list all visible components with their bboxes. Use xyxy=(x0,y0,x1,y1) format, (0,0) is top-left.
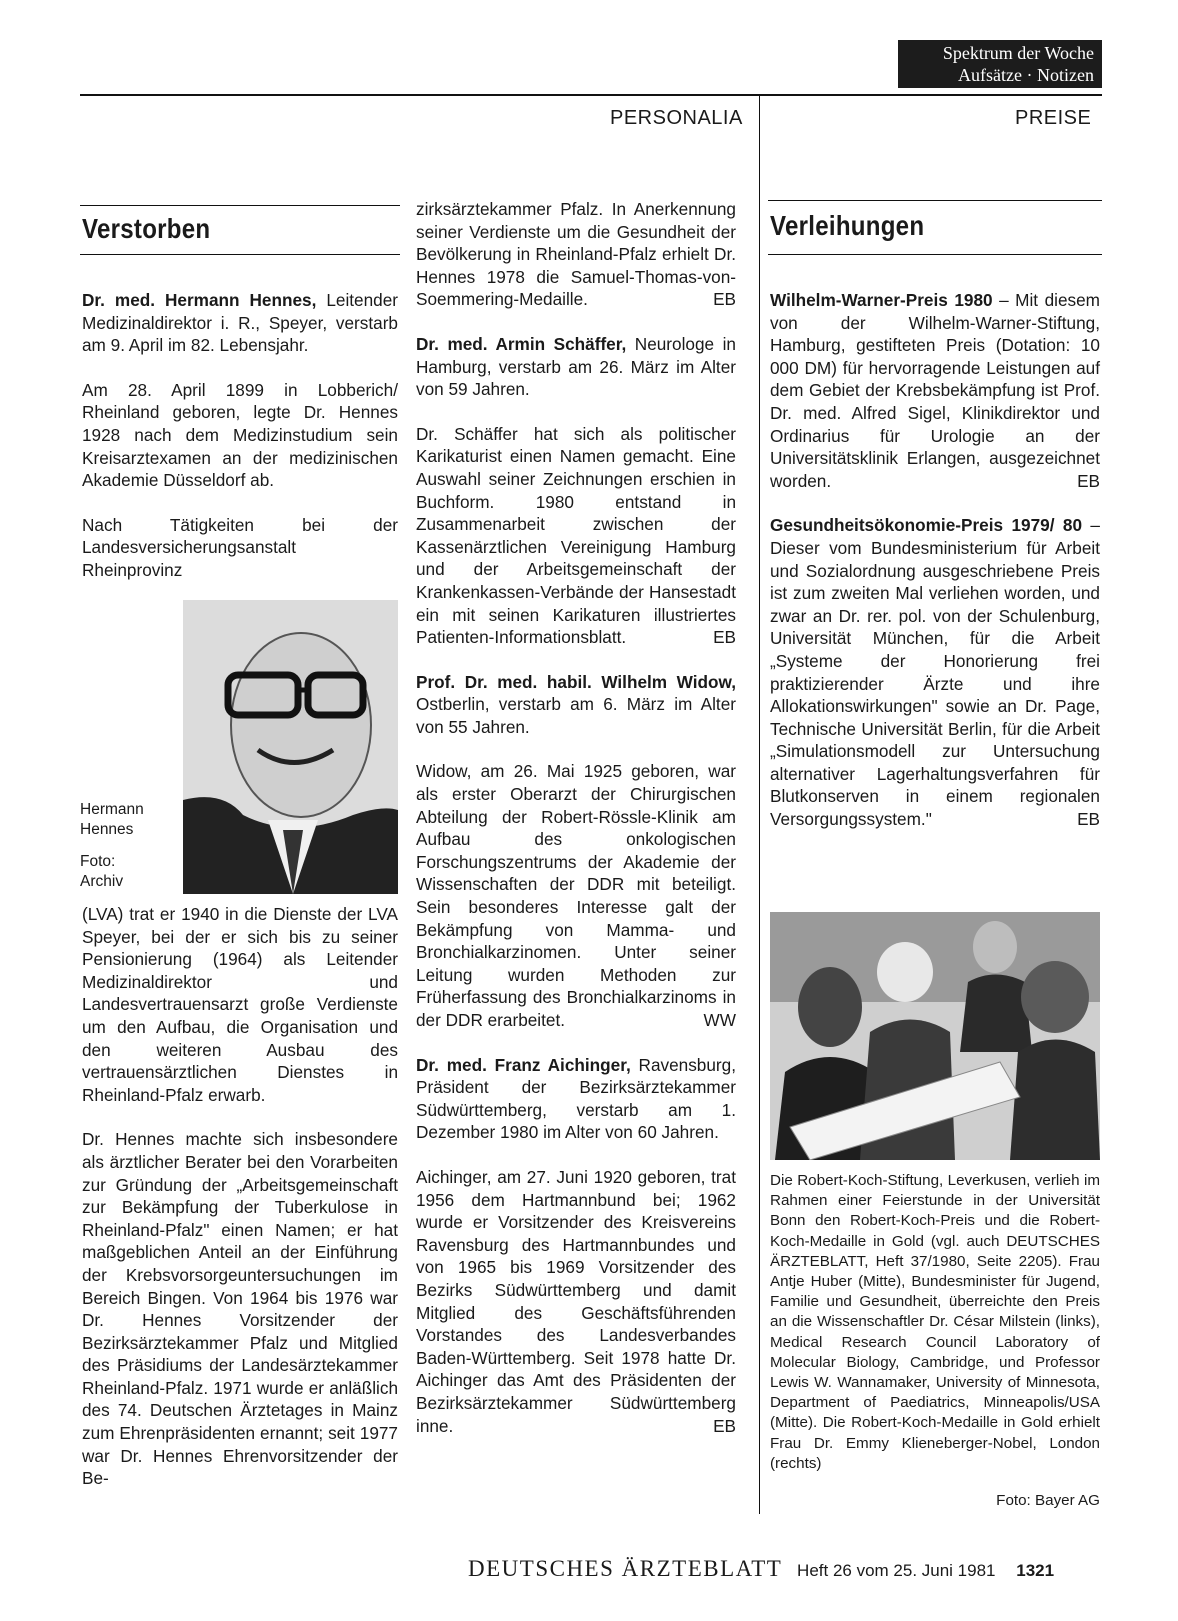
author-sig: EB xyxy=(1077,809,1100,830)
award-warner: Wilhelm-Warner-Preis 1980 – Mit diesem von der Wilhelm-Warner-Stiftung, Hamburg, gestifteten Preis (Dotation: 10 000 DM) für hervorragende Leistungen auf dem Gebiet der Krebsbekämpfung ist Prof. Dr. med. Alfred Sigel, Klinikdirektor und Ordinarius für Urologie an der Universitätsklinik Erlangen, ausgezeichnet worden. EB xyxy=(770,290,1100,491)
award-photo-caption: Die Robert-Koch-Stiftung, Leverkusen, verlieh im Rahmen einer Feierstunde in der Universität Bonn den Robert-Koch-Preis und die Robert-Koch-Medaille in Gold (vgl. auch DEUTSCHES ÄRZTEBLATT, Heft 37/1980, Seite 2205). Frau Antje Huber (Mitte), Bundesminister für Jugend, Familie und Gesundheit, überreichte den Preis an die Wissenschaftler Dr. César Milstein (links), Medical Research Council Laboratory of Molecular Biology, Cambridge, und Professor Lewis W. Wannamaker, University of Minnesota, Department of Paediatrics, Minneapolis/USA (Mitte). Die Robert-Koch-Medaille in Gold erhielt Frau Dr. Emmy Klieneberger-Nobel, London (rechts) xyxy=(770,1172,1100,1472)
column-divider xyxy=(759,94,760,1514)
award-photo-credit: Foto: Bayer AG xyxy=(996,1492,1100,1509)
author-sig: EB xyxy=(1077,470,1100,491)
obituary-hennes-intro: Dr. med. Hermann Hennes, Leitender Medizinaldirektor i. R., Speyer, verstarb am 9. April im 82. Lebensjahr. xyxy=(82,290,398,356)
top-rule xyxy=(80,94,1102,96)
issue-info: Heft 26 vom 25. Juni 1981 xyxy=(797,1561,996,1580)
obituary-hennes-birth: Am 28. April 1899 in Lobberich/ Rheinland geboren, legte Dr. Hennes 1928 nach dem Medizinstudium sein Kreisarztexamen an der medizinischen Akademie Düsseldorf ab. xyxy=(82,379,398,491)
author-sig: WW xyxy=(703,1010,736,1030)
heading-rule-bottom xyxy=(80,254,400,255)
heading-rule-bottom-right xyxy=(768,254,1102,255)
photo-caption-credit: Foto: Archiv xyxy=(80,853,124,890)
section-label-personalia: PERSONALIA xyxy=(610,107,743,129)
obituary-hennes-end: zirksärztekammer Pfalz. In Anerkennung seiner Verdienste um die Gesundheit der Bevölkerung in Rheinland-Pfalz erhielt Dr. Hennes 1978 die Samuel-Thomas-von-Soemmering-Medaille. EB xyxy=(416,199,736,310)
section-banner xyxy=(898,40,1102,88)
page-footer xyxy=(468,1556,1102,1582)
heading-verleihungen: Verleihungen xyxy=(770,210,925,241)
heading-rule-top-right xyxy=(768,200,1102,201)
obituary-widow-body: Widow, am 26. Mai 1925 geboren, war als erster Oberarzt der Chirurgischen Abteilung der Robert-Rössle-Klinik am Aufbau des onkologischen Forschungszentrums der Akademie der Wissenschaften der DDR mit beteiligt. Sein besonderes Interesse galt der Bekämpfung von Mamma- und Bronchialkarzinomen. Unter seiner Leitung wurden Methoden zur Früherfassung des Bronchialkarzinoms in der DDR erarbeitet. WW xyxy=(416,761,736,1030)
heading-rule-top xyxy=(80,205,400,206)
journal-masthead: DEUTSCHES ÄRZTEBLATT xyxy=(468,1556,783,1581)
heading-verstorben: Verstorben xyxy=(82,213,211,244)
author-sig: EB xyxy=(713,1415,736,1436)
section-label-preise: PREISE xyxy=(1015,107,1092,129)
portrait-photo-hennes xyxy=(183,600,398,894)
page-number: 1321 xyxy=(1016,1561,1055,1580)
obituary-aichinger-intro: Dr. med. Franz Aichinger, Ravensburg, Präsident der Bezirksärztekammer Südwürttemberg, verstarb am 1. Dezember 1980 im Alter von 60 Jahren. xyxy=(416,1054,736,1143)
author-sig: EB xyxy=(713,289,736,310)
ceremony-image xyxy=(770,912,1100,1160)
left-column-top xyxy=(82,289,398,582)
award-ceremony-photo xyxy=(770,912,1100,1160)
obituary-widow-intro: Prof. Dr. med. habil. Wilhelm Widow, Ostberlin, verstarb am 6. März im Alter von 55 Jahren. xyxy=(416,671,736,737)
banner-line-1: Spektrum der Woche xyxy=(942,43,1094,63)
obituary-aichinger-body: Aichinger, am 27. Juni 1920 geboren, trat 1956 dem Hartmannbund bei; 1962 wurde er Vorsitzender des Kreisvereins Ravensburg des Hartmannbundes und von 1965 bis 1969 Vorsitzender des Bezirks Südwürttemberg und damit Mitglied des Geschäftsführenden Vorstandes des Landesverbandes Baden-Württemberg. Seit 1978 hatte Dr. Aichinger das Amt des Präsidenten der Bezirksärztekammer Südwürttemberg inne. EB xyxy=(416,1166,736,1436)
author-sig: EB xyxy=(713,627,736,648)
obituary-schaeffer-intro: Dr. med. Armin Schäffer, Neurologe in Hamburg, verstarb am 26. März im Alter von 59 Jahren. xyxy=(416,333,736,400)
left-column-bottom xyxy=(82,903,398,1512)
middle-column xyxy=(416,198,736,1459)
portrait-image xyxy=(183,600,398,894)
obituary-schaeffer-body: Dr. Schäffer hat sich als politischer Karikaturist einen Namen gemacht. Eine Auswahl seiner Zeichnungen erschien in Buchform. 1980 entstand in Zusammenarbeit zwischen der Kassenärztlichen Vereinigung Hamburg und der Arbeitsgemeinschaft der Krankenkassen-Verbände der Hansestadt ein mit seinen Karikaturen illustriertes Patienten-Informationsblatt. EB xyxy=(416,423,736,648)
obituary-hennes-career-2: (LVA) trat er 1940 in die Dienste der LVA Speyer, bei der er sich bis zu seiner Pensionierung (1964) als Leitender Medizinaldirektor und Landesvertrauensarzt große Verdienste um den Aufbau, die Organisation und den weiteren Ausbau des vertrauensärztlichen Dienstes in Rheinland-Pfalz erwarb. xyxy=(82,904,398,1105)
photo-caption-name: Hermann Hennes xyxy=(80,801,144,838)
award-gesundheitsoekonomie: Gesundheitsökonomie-Preis 1979/ 80 – Dieser vom Bundesministerium für Arbeit und Sozialordnung ausgeschriebene Preis ist zum zweiten Mal verliehen worden, und zwar an Dr. rer. pol. von der Schulenburg, Universität München, für die Arbeit „Systeme der Honorierung frei praktizierender Ärzte und ihre Allokationswirkungen" sowie an Dr. Page, Technische Universität Berlin, für die Arbeit „Simulationsmodell zur Untersuchung alternativer Lagerhaltungsverfahren für Blutkonserven in einem regionalen Versorgungssystem." EB xyxy=(770,515,1100,830)
obituary-hennes-career-3: Dr. Hennes machte sich insbesondere als ärztlicher Berater bei den Vorarbeiten zur Gründung der „Arbeitsgemeinschaft zur Bekämpfung der Tuberkulose in Rheinland-Pfalz" einen Namen; er hat maßgeblichen Anteil an der Einführung der Krebsvorsorgeuntersuchungen im Bereich Bingen. Von 1964 bis 1976 war Dr. Hennes Vorsitzender der Bezirksärztekammer Pfalz und Mitglied des Präsidiums der Landesärztekammer Rheinland-Pfalz. 1971 wurde er anläßlich des 74. Deutschen Ärztetages in Mainz zum Ehrenpräsidenten ernannt; seit 1977 war Dr. Hennes Ehrenvorsitzender der Be- xyxy=(82,1129,398,1489)
right-column xyxy=(770,289,1100,853)
obituary-hennes-career-1: Nach Tätigkeiten bei der Landesversicherungsanstalt Rheinprovinz xyxy=(82,514,398,580)
banner-line-2: Aufsätze · Notizen xyxy=(958,65,1094,85)
